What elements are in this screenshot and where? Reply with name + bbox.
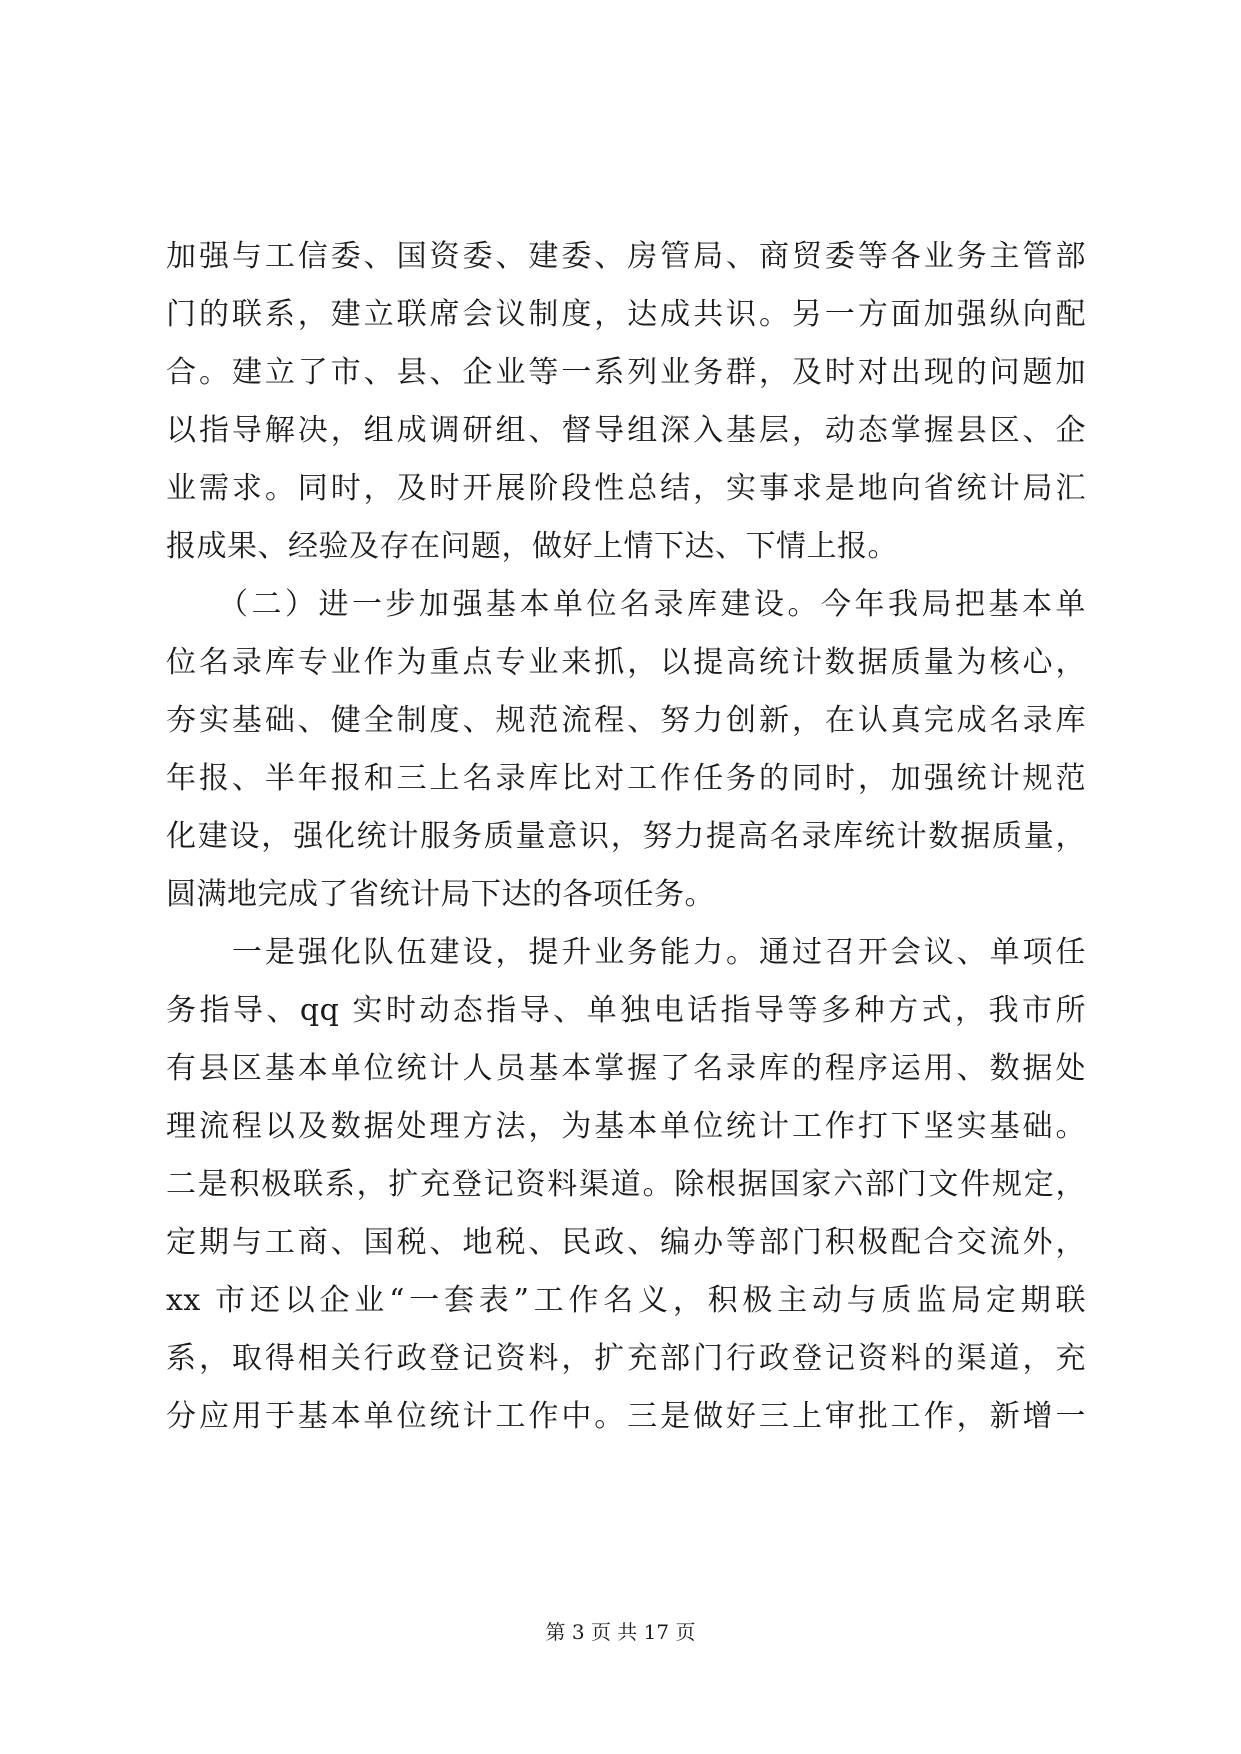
text-line: xx 市还以企业“一套表”工作名义，积极主动与质监局定期联: [166, 1283, 1086, 1318]
page-number-footer: 第 3 页 共 17 页: [545, 1620, 696, 1644]
text-line: 合。建立了市、县、企业等一系列业务群，及时对出现的问题加: [166, 355, 1086, 390]
text-line: 有县区基本单位统计人员基本掌握了名录库的程序运用、数据处: [166, 1051, 1086, 1086]
text-line: 圆满地完成了省统计局下达的各项任务。: [166, 877, 715, 912]
text-line: 化建设，强化统计服务质量意识，努力提高名录库统计数据质量，: [166, 819, 1086, 854]
text-line: 定期与工商、国税、地税、民政、编办等部门积极配合交流外，: [166, 1225, 1086, 1260]
text-line: 以指导解决，组成调研组、督导组深入基层，动态掌握县区、企: [166, 413, 1086, 448]
text-line: 年报、半年报和三上名录库比对工作任务的同时，加强统计规范: [166, 761, 1086, 796]
paragraph-1: [166, 228, 1086, 576]
text-line: 业需求。同时，及时开展阶段性总结，实事求是地向省统计局汇: [166, 471, 1086, 506]
text-line: 一是强化队伍建设，提升业务能力。通过召开会议、单项任: [166, 935, 1086, 970]
document-body: [166, 228, 1086, 1446]
text-line: 报成果、经验及存在问题，做好上情下达、下情上报。: [166, 529, 898, 564]
paragraph-2: [166, 576, 1086, 924]
text-line: 门的联系，建立联席会议制度，达成共识。另一方面加强纵向配: [166, 297, 1086, 332]
text-line: 夯实基础、健全制度、规范流程、努力创新，在认真完成名录库: [166, 703, 1086, 738]
paragraph-3: [166, 924, 1086, 1446]
text-line: 位名录库专业作为重点专业来抓，以提高统计数据质量为核心，: [166, 645, 1086, 680]
text-line: 分应用于基本单位统计工作中。三是做好三上审批工作，新增一: [166, 1399, 1086, 1434]
text-line: 加强与工信委、国资委、建委、房管局、商贸委等各业务主管部: [166, 239, 1086, 274]
text-line: 务指导、qq 实时动态指导、单独电话指导等多种方式，我市所: [166, 993, 1086, 1028]
text-line: 二是积极联系，扩充登记资料渠道。除根据国家六部门文件规定，: [166, 1167, 1086, 1202]
text-line: （二）进一步加强基本单位名录库建设。今年我局把基本单: [166, 587, 1086, 622]
text-line: 理流程以及数据处理方法，为基本单位统计工作打下坚实基础。: [166, 1109, 1086, 1144]
text-line: 系，取得相关行政登记资料，扩充部门行政登记资料的渠道，充: [166, 1341, 1086, 1376]
